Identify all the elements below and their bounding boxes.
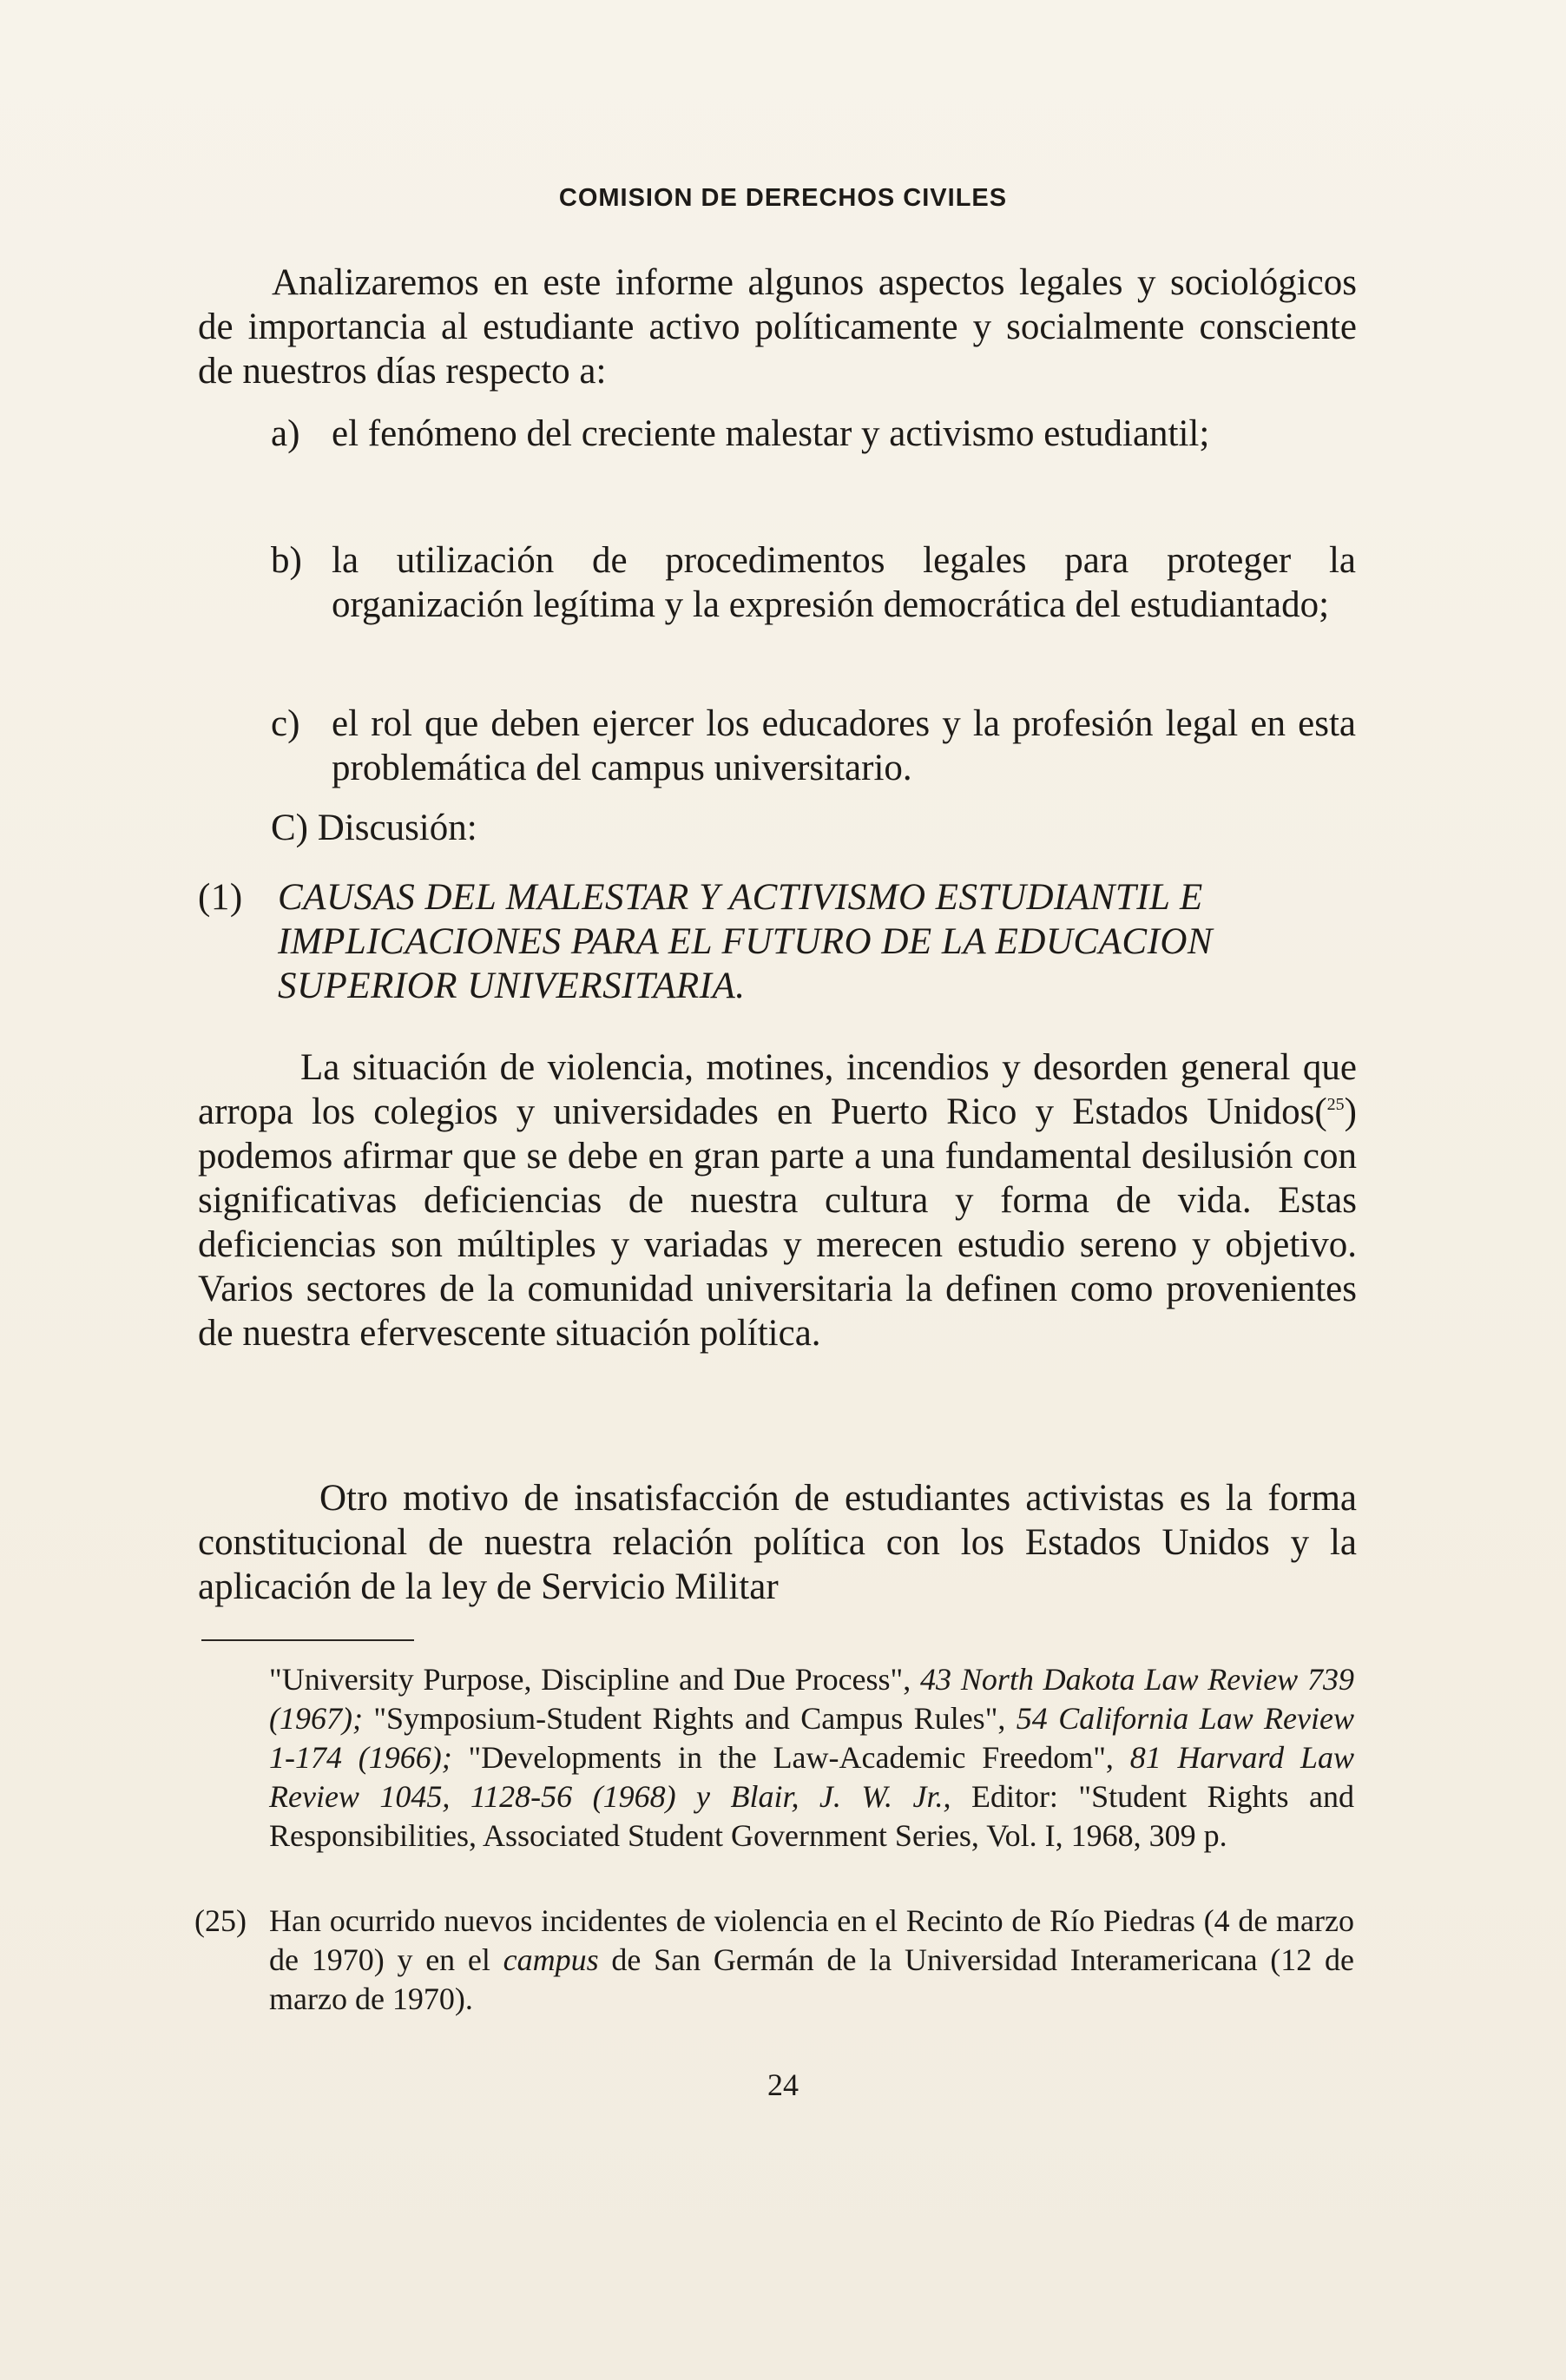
list-item-text: el rol que deben ejercer los educadores y la profesión legal en esta problemática del campus universitario. [332, 703, 1356, 788]
footnote-text [269, 1902, 1354, 2019]
footnote-citation: 81 Harvard Law Review 1045, 1128-56 (1968) y Blair, J. W. Jr., [269, 1740, 1354, 1814]
section-marker: (1) [198, 877, 243, 918]
intro-paragraph: Analizaremos en este informe algunos aspectos legales y sociológicos de importancia al estudiante activo políticamente y socialmente consciente de nuestros días respecto a: [198, 262, 1357, 392]
footnote-text: Editor: "Student Rights and Responsibilities, Associated Student Government Series, Vol. I, 1968, 309 p. [269, 1779, 1354, 1853]
list-marker: b) [271, 540, 302, 581]
paragraph-text: La situación de violencia, motines, incendios y desorden general que arropa los colegios y universidades en Puerto Rico y Estados Unidos( [198, 1047, 1357, 1132]
footnote-citation: 54 California Law Review 1-174 (1966); [269, 1701, 1354, 1775]
paragraph-insatisfaccion: Otro motivo de insatisfacción de estudiantes activistas es la forma constitucional de nuestra relación política con los Estados Unidos y la aplicación de la ley de Servicio Militar [198, 1478, 1357, 1607]
list-marker: a) [271, 413, 300, 454]
page-number: 24 [767, 2067, 799, 2102]
footnote-text-part: Han ocurrido nuevos incidentes de violencia en el Recinto de Río Piedras (4 de marzo de 1970) y en el [269, 1903, 1354, 1977]
list-item-text: la utilización de procedimentos legales para proteger la organización legítima y la expresión democrática del estudiantado; [332, 540, 1356, 625]
paragraph-text: ) podemos afirmar que se debe en gran parte a una fundamental desilusión con significativas deficiencias de nuestra cultura y forma de vida. Estas deficiencias son múltiples y variadas y merecen estudio sereno y objetivo. Varios sectores de la comunidad universitaria la definen como provenientes de nuestra efervescente situación política. [198, 1091, 1357, 1354]
footnote-divider [201, 1639, 414, 1641]
footnote-reference: 25 [1326, 1095, 1345, 1114]
footnote-marker: (25) [194, 1903, 247, 1938]
list-item-text: el fenómeno del creciente malestar y activismo estudiantil; [332, 413, 1210, 454]
discussion-subheading: C) Discusión: [271, 808, 477, 848]
footnote-25 [194, 1902, 1354, 2019]
footnote-text-part: de San Germán de la Universidad Interamericana (12 de marzo de 1970). [269, 1942, 1354, 2016]
list-item-b [271, 538, 1356, 627]
footnote-citation: 43 North Dakota Law Review 739 (1967); [269, 1662, 1354, 1736]
list-marker: c) [271, 703, 300, 744]
section-heading [198, 875, 1361, 1008]
footnote-continued [269, 1660, 1354, 1856]
section-title: CAUSAS DEL MALESTAR Y ACTIVISMO ESTUDIANTIL E IMPLICACIONES PARA EL FUTURO DE LA EDUCACION SUPERIOR UNIVERSITARIA. [278, 877, 1214, 1006]
footnote-text: "University Purpose, Discipline and Due Process", [269, 1662, 921, 1697]
list-item-a [271, 412, 1356, 456]
list-item-c [271, 702, 1356, 790]
paragraph-violence [198, 1045, 1357, 1355]
running-header: COMISION DE DERECHOS CIVILES [558, 184, 1008, 212]
footnote-text: "Symposium-Student Rights and Campus Rules", [362, 1701, 1017, 1736]
footnote-text: "Developments in the Law-Academic Freedom", [451, 1740, 1130, 1775]
footnote-italic: campus [503, 1942, 599, 1977]
